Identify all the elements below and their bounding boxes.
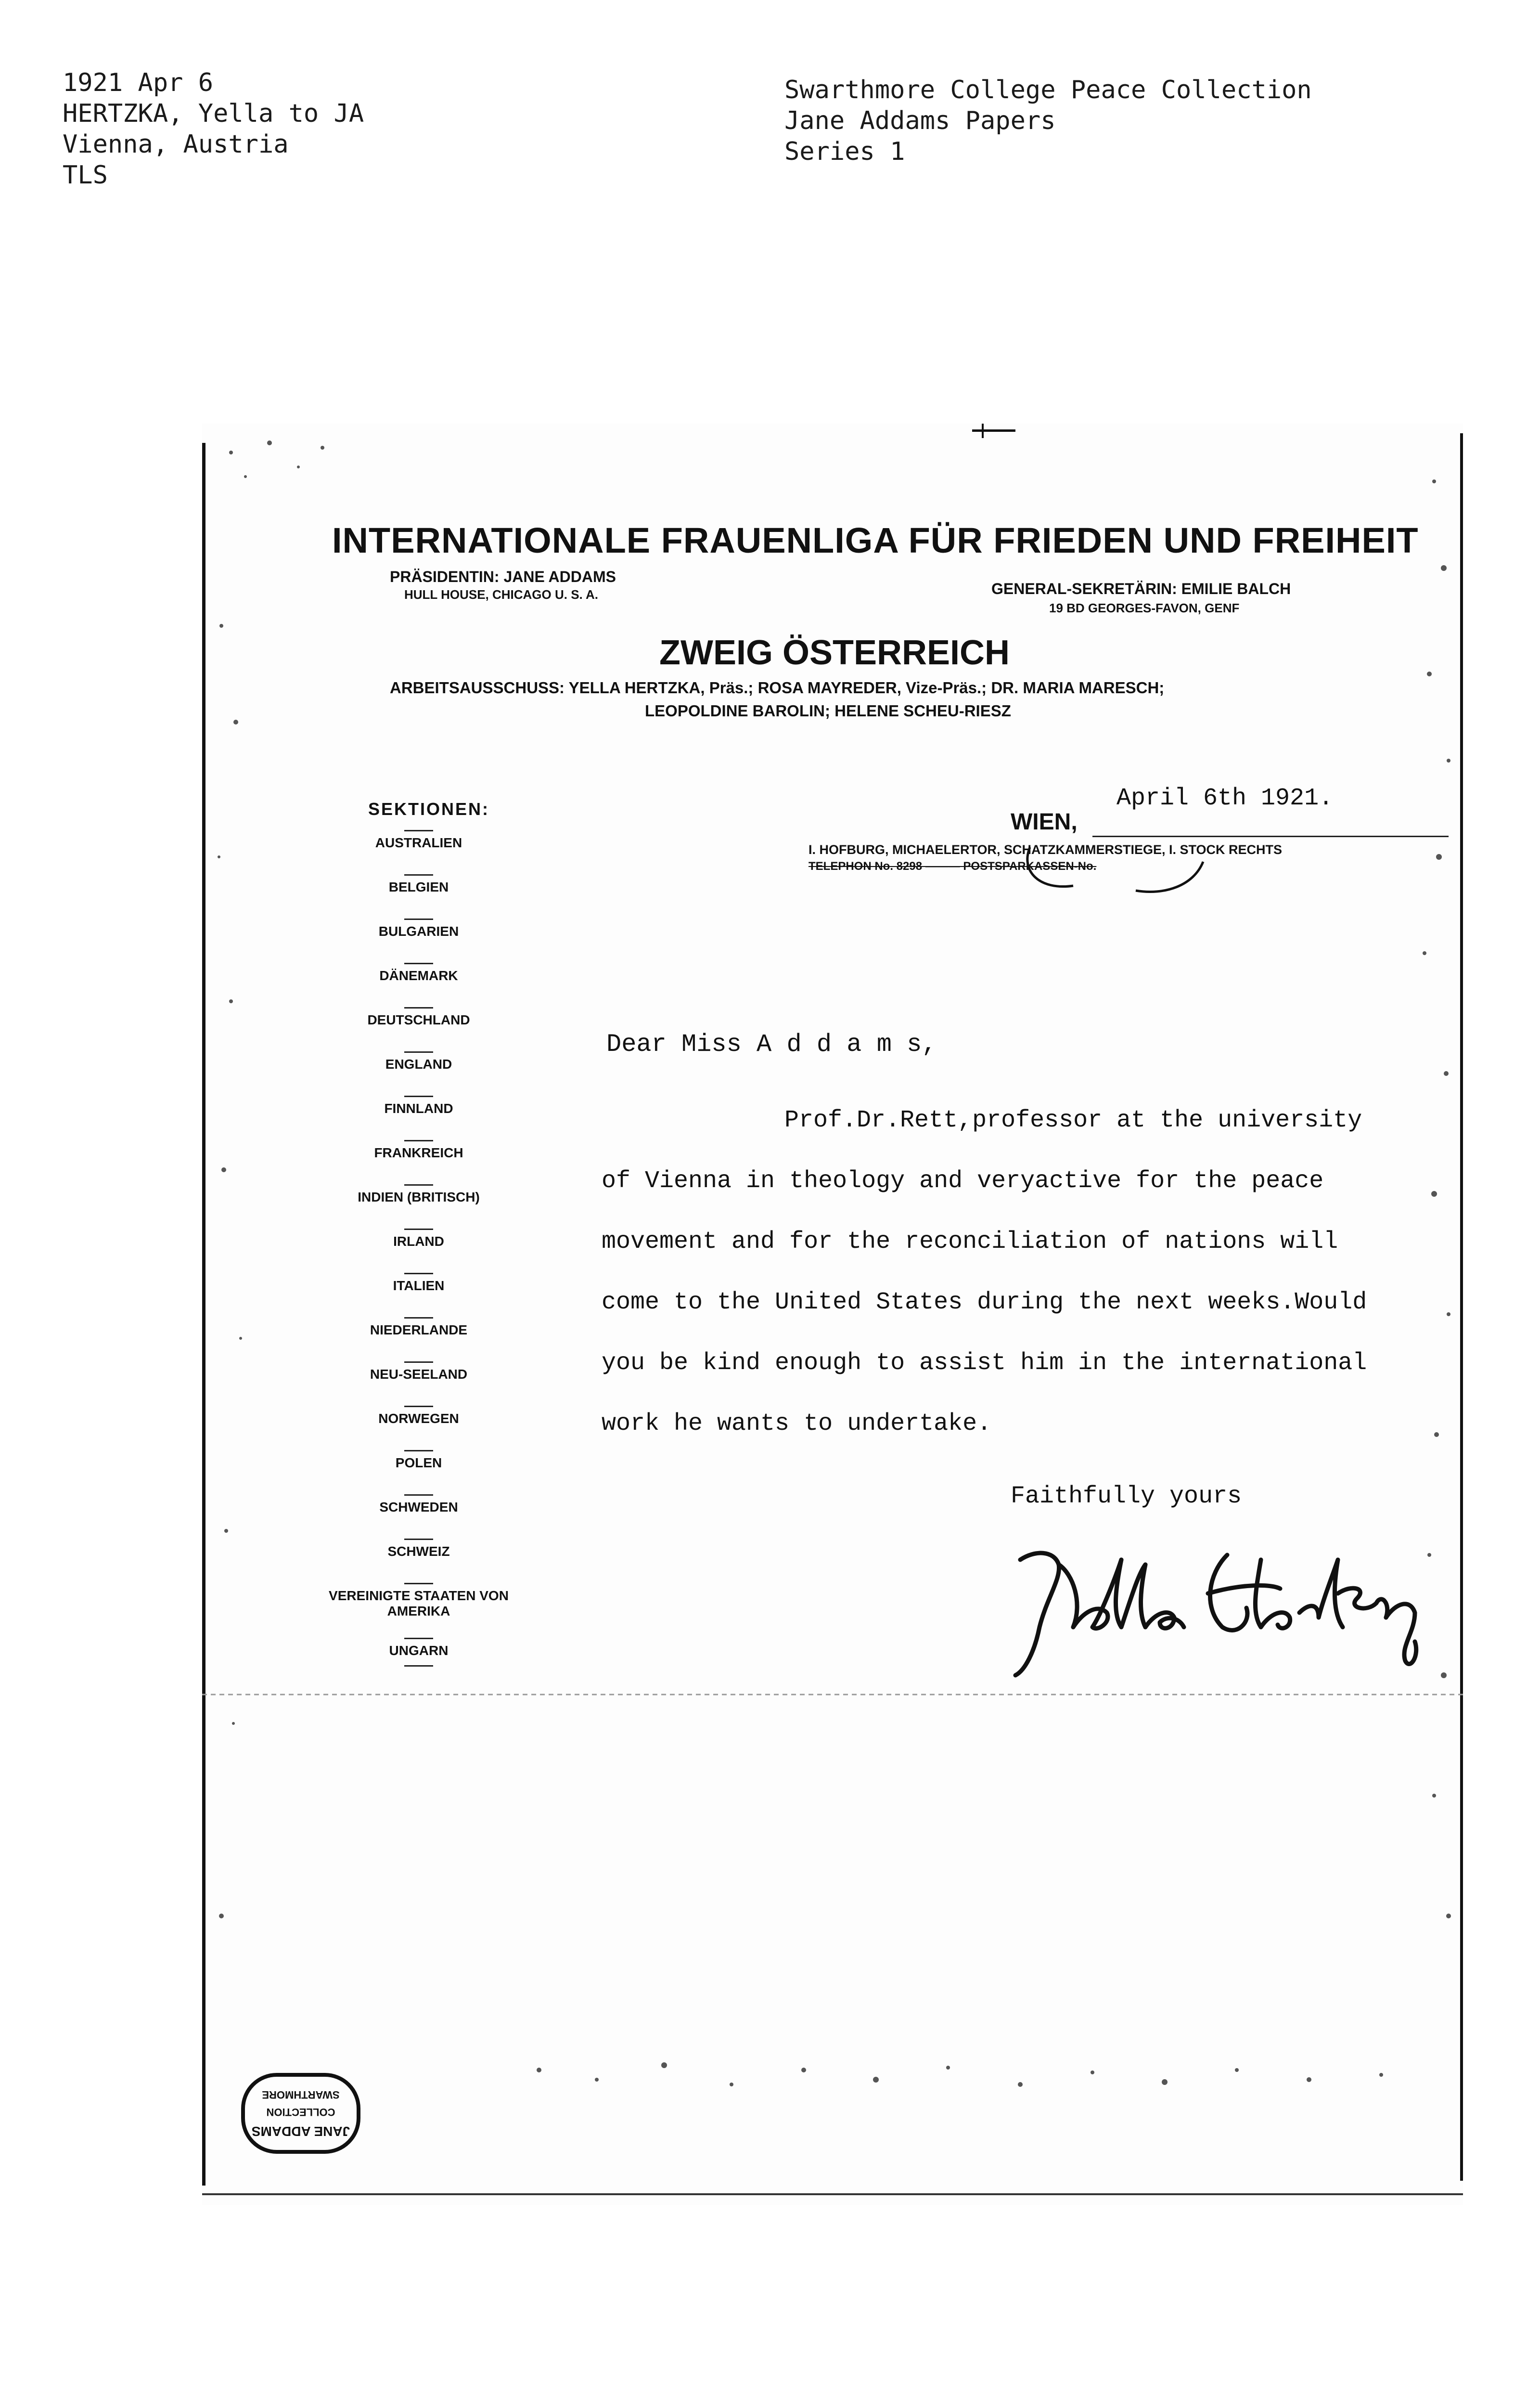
signature-image [1001, 1531, 1434, 1685]
section-item: SCHWEIZ [322, 1539, 515, 1576]
section-item: BELGIEN [322, 874, 515, 912]
catalog-series: Series 1 [784, 137, 905, 166]
body-line: you be kind enough to assist him in the international [602, 1349, 1367, 1377]
catalog-papers: Jane Addams Papers [784, 106, 1056, 135]
sections-list [322, 823, 515, 1675]
stamp-line: JANE ADDAMS [251, 2124, 350, 2139]
catalog-info-left [63, 67, 364, 191]
letterhead-secretary-address: 19 BD GEORGES-FAVON, GENF [1049, 601, 1240, 615]
letterhead-secretary: GENERAL-SEKRETÄRIN: EMILIE BALCH [991, 580, 1291, 597]
body-line: come to the United States during the next weeks.Would [602, 1289, 1367, 1316]
section-item: NIEDERLANDE [322, 1317, 515, 1355]
letterhead-title: INTERNATIONALE FRAUENLIGA FÜR FRIEDEN UND FREIHEIT [332, 520, 1419, 560]
section-item: FRANKREICH [322, 1140, 515, 1178]
letterhead-committee-line1: ARBEITSAUSSCHUSS: YELLA HERTZKA, Präs.; ROSA MAYREDER, Vize-Präs.; DR. MARIA MARESCH; [390, 679, 1165, 697]
body-line: work he wants to undertake. [602, 1410, 992, 1437]
section-item: FINNLAND [322, 1096, 515, 1133]
dateline-telephone: TELEPHON No. 8298 ——— POSTSPARKASSEN-No. [808, 860, 1097, 873]
section-item: ENGLAND [322, 1051, 515, 1089]
body-line: Prof.Dr.Rett,professor at the university [784, 1107, 1362, 1134]
hand-correction-strokes [1020, 842, 1309, 900]
catalog-correspondents: HERTZKA, Yella to JA [63, 99, 364, 128]
catalog-place: Vienna, Austria [63, 130, 289, 159]
section-item: ITALIEN [322, 1273, 515, 1310]
section-item: UNGARN [322, 1638, 515, 1675]
dateline-city: WIEN, [1011, 809, 1078, 835]
catalog-collection: Swarthmore College Peace Collection [784, 76, 1312, 104]
section-item: SCHWEDEN [322, 1494, 515, 1532]
section-item: IRLAND [322, 1229, 515, 1266]
letter-salutation: Dear Miss A d d a m s, [606, 1030, 937, 1059]
letter-date: April 6th 1921. [1116, 785, 1334, 812]
letterhead-committee-line2: LEOPOLDINE BAROLIN; HELENE SCHEU-RIESZ [645, 702, 1011, 720]
body-line: of Vienna in theology and veryactive for the peace [602, 1167, 1324, 1195]
letter-body [602, 1090, 1449, 1454]
section-item: INDIEN (BRITISCH) [322, 1184, 515, 1222]
section-item: DÄNEMARK [322, 963, 515, 1000]
section-item: NORWEGEN [322, 1406, 515, 1443]
section-item: POLEN [322, 1450, 515, 1488]
catalog-type: TLS [63, 161, 108, 190]
letterhead-branch: ZWEIG ÖSTERREICH [659, 634, 1010, 672]
stamp-line: COLLECTION [266, 2106, 335, 2118]
section-item: BULGARIEN [322, 919, 515, 956]
catalog-date: 1921 Apr 6 [63, 68, 214, 97]
section-item: AUSTRALIEN [322, 830, 515, 867]
catalog-info-right [784, 75, 1312, 167]
dateline-address: I. HOFBURG, MICHAELERTOR, SCHATZKAMMERSTIEGE, I. STOCK RECHTS [808, 842, 1283, 857]
section-item: VEREINIGTE STAATEN VON AMERIKA [322, 1583, 515, 1631]
letter-sheet [202, 424, 1463, 2205]
section-item: DEUTSCHLAND [322, 1007, 515, 1045]
letter-closing: Faithfully yours [1011, 1483, 1242, 1510]
stamp-line: SWARTHMORE [262, 2089, 340, 2101]
letterhead-president-address: HULL HOUSE, CHICAGO U. S. A. [404, 587, 599, 602]
letterhead-president: PRÄSIDENTIN: JANE ADDAMS [390, 568, 616, 585]
dateline-rule [1092, 836, 1449, 837]
sections-heading: SEKTIONEN: [368, 799, 490, 819]
section-item: NEU-SEELAND [322, 1361, 515, 1399]
collection-stamp [238, 2070, 363, 2157]
body-line: movement and for the reconciliation of nations will [602, 1228, 1338, 1255]
